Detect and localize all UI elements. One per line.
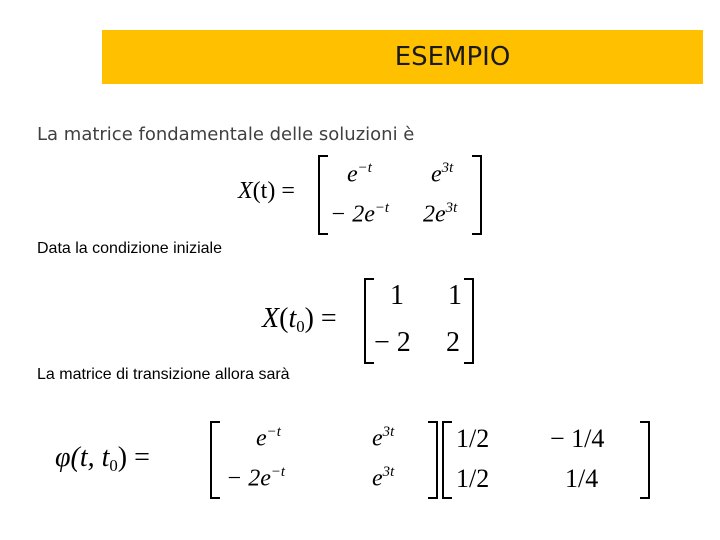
- eq3-b-right-bracket: [640, 421, 650, 499]
- eq3-b12: − 1/4: [550, 424, 605, 453]
- eq3-b21: 1/2: [456, 464, 490, 493]
- eq2-m11: 1: [390, 280, 404, 311]
- eq1-lhs-fn: X: [238, 178, 253, 204]
- eq2-m22: 2: [446, 327, 460, 358]
- eq1-m21: − $2e^{-t}$: [330, 200, 390, 228]
- eq3-a22: $e^{3t}$: [372, 464, 395, 492]
- eq3-a21: − $2e^{-t}$: [226, 464, 286, 492]
- eq1-m12: $e^{3t}$: [431, 160, 454, 188]
- eq3-a-right-bracket: [428, 421, 438, 499]
- eq3-a12: $e^{3t}$: [372, 424, 395, 452]
- eq2-right-bracket: [464, 278, 474, 364]
- intro-text: La matrice fondamentale delle soluzioni è: [37, 124, 415, 145]
- slide-title: ESEMPIO: [394, 42, 511, 72]
- eq3-b-left-bracket: [442, 421, 452, 499]
- eq3-b11: 1/2: [456, 424, 490, 453]
- eq1-left-bracket: [318, 155, 328, 235]
- eq2-left-bracket: [364, 278, 374, 364]
- eq1-m22: $2e^{3t}$: [423, 200, 458, 228]
- eq1-right-bracket: [472, 155, 482, 235]
- condition-text: Data la condizione iniziale: [37, 240, 222, 257]
- eq3-lhs-fn: φ: [55, 442, 71, 473]
- eq3-a-left-bracket: [210, 421, 220, 499]
- eq3-b22: 1/4: [565, 464, 599, 493]
- eq3-a11: $e^{-t}$: [256, 424, 281, 452]
- eq2-m21: − 2: [374, 327, 411, 358]
- eq1-m11: $e^{-t}$: [347, 160, 372, 188]
- eq1-lhs-arg: (t) =: [252, 178, 295, 204]
- eq2-m12: 1: [448, 280, 462, 311]
- eq2-lhs-fn: X: [262, 303, 280, 334]
- header-banner: [102, 30, 703, 84]
- transition-text: La matrice di transizione allora sarà: [37, 366, 290, 383]
